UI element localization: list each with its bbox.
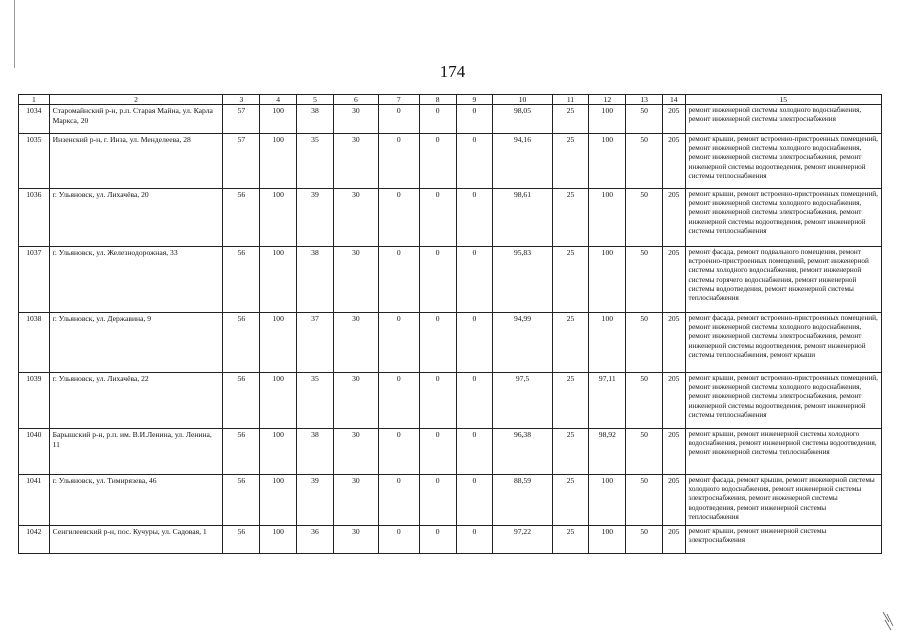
table-row (19, 475, 882, 526)
address-cell: г. Ульяновск, ул. Лихачёва, 22 (49, 373, 223, 429)
col6-cell: 30 (333, 526, 378, 554)
col3-cell: 57 (223, 134, 260, 189)
col13-cell: 50 (626, 189, 663, 247)
col3-cell: 56 (223, 373, 260, 429)
column-header-5: 5 (297, 95, 334, 105)
col7-cell: 0 (378, 475, 419, 526)
col5-cell: 38 (297, 429, 334, 475)
col9-cell: 0 (456, 189, 493, 247)
col13-cell: 50 (626, 475, 663, 526)
col7-cell: 0 (378, 313, 419, 373)
column-header-2: 2 (49, 95, 223, 105)
address-cell: Старомайнский р-н, р.п. Старая Майна, ул. Карла Маркса, 20 (49, 105, 223, 134)
col13-cell: 50 (626, 526, 663, 554)
col3-cell: 56 (223, 526, 260, 554)
col12-cell: 98,92 (589, 429, 626, 475)
col8-cell: 0 (419, 475, 456, 526)
column-header-10: 10 (493, 95, 552, 105)
col3-cell: 56 (223, 247, 260, 313)
col4-cell: 100 (260, 105, 297, 134)
works-cell: ремонт крыши, ремонт инженерной системы электроснабжения (685, 526, 881, 554)
header-row (19, 95, 882, 105)
col7-cell: 0 (378, 429, 419, 475)
works-cell: ремонт фасада, ремонт подвального помещения, ремонт встроенно-пристроенных помещений, ремонт инженерной системы холодного водоснабжения, ремонт инженерной системы горячего водоснабжения, ремонт инженерной системы водоотведения, ремонт инженерной системы теплоснабжения (685, 247, 881, 313)
column-header-7: 7 (378, 95, 419, 105)
works-cell: ремонт крыши, ремонт встроенно-пристроенных помещений, ремонт инженерной системы холодного водоснабжения, ремонт инженерной системы электроснабжения, ремонт инженерной системы водоотведения, ремонт инженерной системы теплоснабжения (685, 189, 881, 247)
col5-cell: 39 (297, 475, 334, 526)
col6-cell: 30 (333, 313, 378, 373)
col4-cell: 100 (260, 475, 297, 526)
table-body (19, 105, 882, 554)
col9-cell: 0 (456, 475, 493, 526)
corner-scan-mark (881, 610, 895, 632)
col12-cell: 100 (589, 526, 626, 554)
col4-cell: 100 (260, 134, 297, 189)
table-row (19, 313, 882, 373)
works-cell: ремонт фасада, ремонт крыши, ремонт инженерной системы холодного водоснабжения, ремонт инженерной системы электроснабжения, ремонт инженерной системы водоотведения, ремонт инженерной системы теплоснабжения (685, 475, 881, 526)
col10-cell: 98,61 (493, 189, 552, 247)
col6-cell: 30 (333, 429, 378, 475)
col7-cell: 0 (378, 373, 419, 429)
table-row (19, 247, 882, 313)
col12-cell: 100 (589, 189, 626, 247)
row-number: 1038 (19, 313, 50, 373)
column-header-14: 14 (663, 95, 685, 105)
col12-cell: 100 (589, 475, 626, 526)
col14-cell: 205 (663, 475, 685, 526)
col4-cell: 100 (260, 247, 297, 313)
col10-cell: 97,22 (493, 526, 552, 554)
col14-cell: 205 (663, 189, 685, 247)
row-number: 1034 (19, 105, 50, 134)
address-cell: г. Ульяновск, ул. Железнодорожная, 33 (49, 247, 223, 313)
column-header-12: 12 (589, 95, 626, 105)
table-row (19, 429, 882, 475)
table-row (19, 105, 882, 134)
col7-cell: 0 (378, 526, 419, 554)
col7-cell: 0 (378, 105, 419, 134)
row-number: 1042 (19, 526, 50, 554)
col4-cell: 100 (260, 189, 297, 247)
col10-cell: 96,38 (493, 429, 552, 475)
col13-cell: 50 (626, 313, 663, 373)
col10-cell: 94,99 (493, 313, 552, 373)
col6-cell: 30 (333, 475, 378, 526)
address-cell: Барышский р-н, р.п. им. В.И.Ленина, ул. Ленина, 11 (49, 429, 223, 475)
col6-cell: 30 (333, 189, 378, 247)
col14-cell: 205 (663, 373, 685, 429)
row-number: 1037 (19, 247, 50, 313)
row-number: 1036 (19, 189, 50, 247)
page-number: 174 (439, 62, 466, 81)
col5-cell: 39 (297, 189, 334, 247)
col13-cell: 50 (626, 247, 663, 313)
col10-cell: 88,59 (493, 475, 552, 526)
column-header-9: 9 (456, 95, 493, 105)
col11-cell: 25 (552, 105, 589, 134)
address-cell: Инзенский р-н, г. Инза, ул. Менделеева, 28 (49, 134, 223, 189)
col11-cell: 25 (552, 134, 589, 189)
col12-cell: 100 (589, 247, 626, 313)
column-header-1: 1 (19, 95, 50, 105)
col3-cell: 56 (223, 429, 260, 475)
col4-cell: 100 (260, 313, 297, 373)
col4-cell: 100 (260, 373, 297, 429)
col4-cell: 100 (260, 429, 297, 475)
address-cell: г. Ульяновск, ул. Державина, 9 (49, 313, 223, 373)
table-row (19, 526, 882, 554)
col7-cell: 0 (378, 189, 419, 247)
col3-cell: 56 (223, 475, 260, 526)
col8-cell: 0 (419, 189, 456, 247)
col13-cell: 50 (626, 105, 663, 134)
row-number: 1041 (19, 475, 50, 526)
col9-cell: 0 (456, 247, 493, 313)
col9-cell: 0 (456, 373, 493, 429)
col10-cell: 95,83 (493, 247, 552, 313)
col3-cell: 57 (223, 105, 260, 134)
row-number: 1039 (19, 373, 50, 429)
column-header-4: 4 (260, 95, 297, 105)
works-cell: ремонт крыши, ремонт встроенно-пристроенных помещений, ремонт инженерной системы холодного водоснабжения, ремонт инженерной системы электроснабжения, ремонт инженерной системы водоотведения, ремонт инженерной системы теплоснабжения (685, 373, 881, 429)
address-cell: г. Ульяновск, ул. Лихачёва, 20 (49, 189, 223, 247)
row-number: 1040 (19, 429, 50, 475)
col12-cell: 97,11 (589, 373, 626, 429)
col14-cell: 205 (663, 247, 685, 313)
col12-cell: 100 (589, 105, 626, 134)
table-row (19, 373, 882, 429)
col8-cell: 0 (419, 134, 456, 189)
col12-cell: 100 (589, 134, 626, 189)
table-row (19, 134, 882, 189)
col14-cell: 205 (663, 105, 685, 134)
col9-cell: 0 (456, 526, 493, 554)
column-header-6: 6 (333, 95, 378, 105)
column-header-3: 3 (223, 95, 260, 105)
column-header-11: 11 (552, 95, 589, 105)
works-cell: ремонт крыши, ремонт инженерной системы холодного водоснабжения, ремонт инженерной системы водоотведения, ремонт инженерной системы теплоснабжения (685, 429, 881, 475)
column-header-8: 8 (419, 95, 456, 105)
col3-cell: 56 (223, 189, 260, 247)
col5-cell: 35 (297, 134, 334, 189)
col14-cell: 205 (663, 429, 685, 475)
col4-cell: 100 (260, 526, 297, 554)
col3-cell: 56 (223, 313, 260, 373)
col7-cell: 0 (378, 247, 419, 313)
registry-table (18, 94, 882, 554)
col13-cell: 50 (626, 429, 663, 475)
col9-cell: 0 (456, 429, 493, 475)
col14-cell: 205 (663, 134, 685, 189)
col11-cell: 25 (552, 429, 589, 475)
column-header-13: 13 (626, 95, 663, 105)
col5-cell: 38 (297, 247, 334, 313)
col6-cell: 30 (333, 373, 378, 429)
col8-cell: 0 (419, 373, 456, 429)
col11-cell: 25 (552, 475, 589, 526)
col6-cell: 30 (333, 247, 378, 313)
col13-cell: 50 (626, 134, 663, 189)
col12-cell: 100 (589, 313, 626, 373)
col9-cell: 0 (456, 313, 493, 373)
address-cell: Сенгилеевский р-н, пос. Кучуры, ул. Садовая, 1 (49, 526, 223, 554)
row-number: 1035 (19, 134, 50, 189)
col8-cell: 0 (419, 313, 456, 373)
col5-cell: 38 (297, 105, 334, 134)
col6-cell: 30 (333, 105, 378, 134)
address-cell: г. Ульяновск, ул. Тимирязева, 46 (49, 475, 223, 526)
col5-cell: 37 (297, 313, 334, 373)
table-row (19, 189, 882, 247)
col11-cell: 25 (552, 189, 589, 247)
col10-cell: 97,5 (493, 373, 552, 429)
column-header-15: 15 (685, 95, 881, 105)
col13-cell: 50 (626, 373, 663, 429)
col9-cell: 0 (456, 105, 493, 134)
col8-cell: 0 (419, 526, 456, 554)
scan-edge-line (14, 0, 15, 68)
col5-cell: 35 (297, 373, 334, 429)
col14-cell: 205 (663, 313, 685, 373)
works-cell: ремонт крыши, ремонт встроенно-пристроенных помещений, ремонт инженерной системы холодного водоснабжения, ремонт инженерной системы электроснабжения, ремонт инженерной системы водоотведения, ремонт инженерной системы теплоснабжения (685, 134, 881, 189)
col11-cell: 25 (552, 526, 589, 554)
works-cell: ремонт инженерной системы холодного водоснабжения, ремонт инженерной системы электроснабжения (685, 105, 881, 134)
col7-cell: 0 (378, 134, 419, 189)
col9-cell: 0 (456, 134, 493, 189)
col6-cell: 30 (333, 134, 378, 189)
col8-cell: 0 (419, 247, 456, 313)
col10-cell: 94,16 (493, 134, 552, 189)
col11-cell: 25 (552, 313, 589, 373)
works-cell: ремонт фасада, ремонт встроенно-пристроенных помещений, ремонт инженерной системы холодного водоснабжения, ремонт инженерной системы электроснабжения, ремонт инженерной системы водоотведения, ремонт инженерной системы теплоснабжения, ремонт крыши (685, 313, 881, 373)
col5-cell: 36 (297, 526, 334, 554)
col11-cell: 25 (552, 247, 589, 313)
col14-cell: 205 (663, 526, 685, 554)
col8-cell: 0 (419, 429, 456, 475)
col8-cell: 0 (419, 105, 456, 134)
col10-cell: 98,05 (493, 105, 552, 134)
col11-cell: 25 (552, 373, 589, 429)
